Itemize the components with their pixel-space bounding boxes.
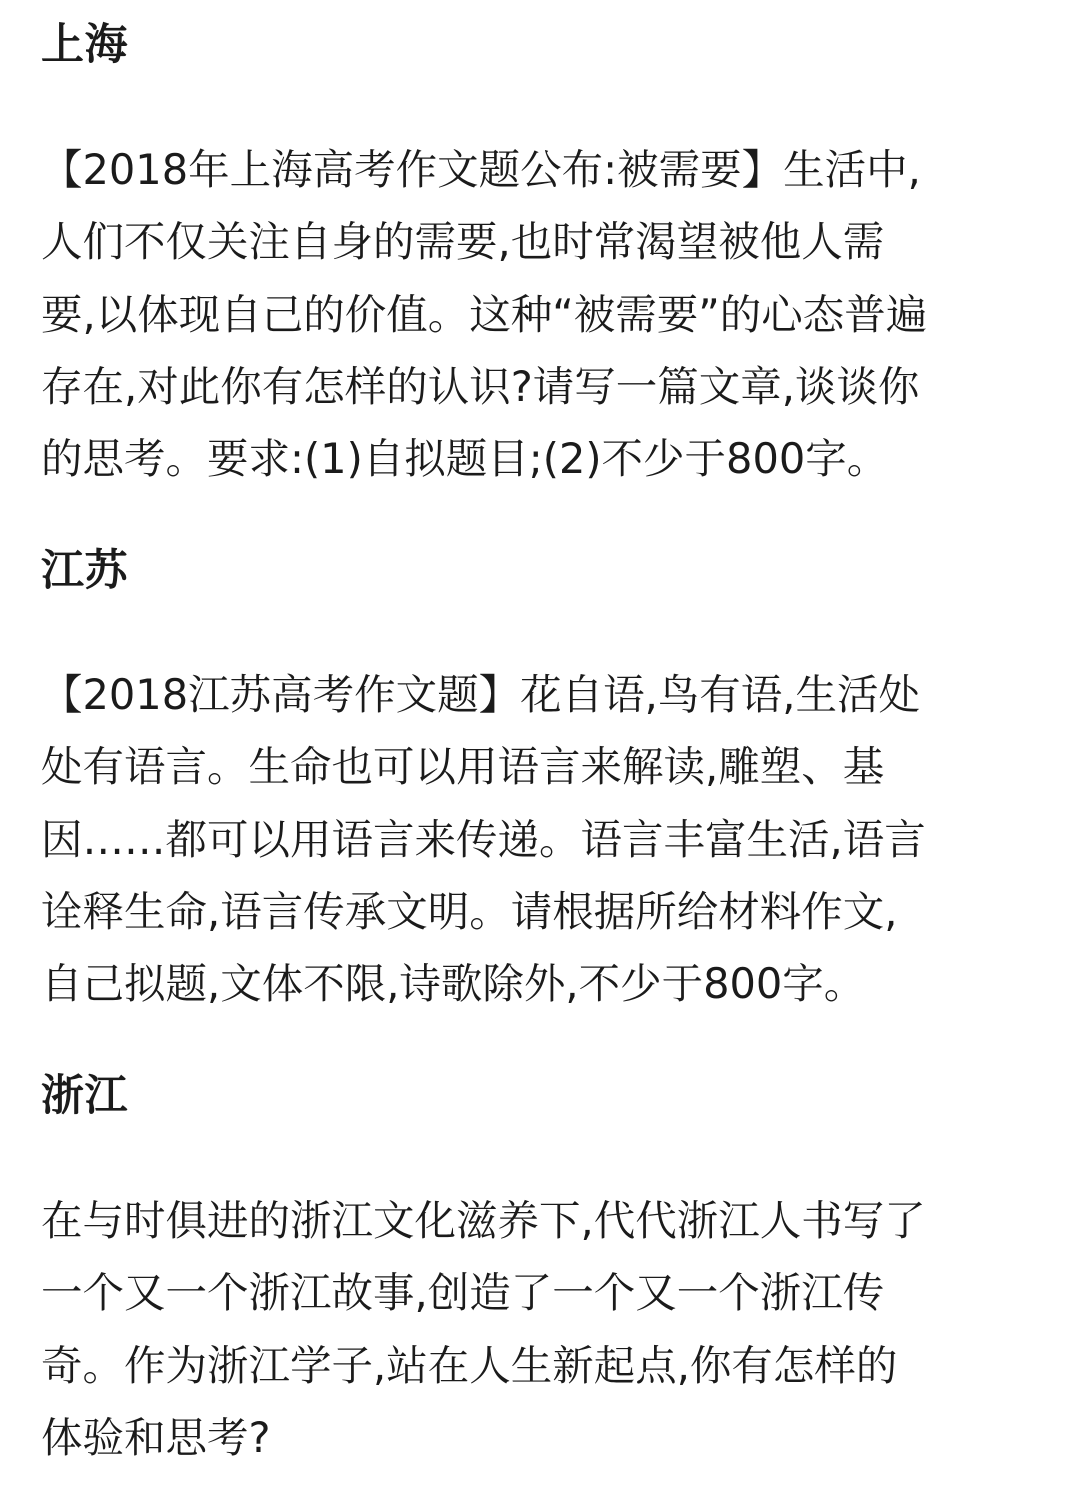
- text-line: 人们不仅关注自身的需要,也时常渴望被他人需: [41, 217, 885, 267]
- section-title-zhejiang: 浙江: [41, 1071, 128, 1121]
- section-title-shanghai: 上海: [41, 20, 128, 70]
- section-title-jiangsu: 江苏: [41, 546, 128, 596]
- text-line: 的思考。要求:(1)自拟题目;(2)不少于800字。: [41, 434, 889, 484]
- text-line: 体验和思考?: [41, 1412, 271, 1462]
- text-line: 存在,对此你有怎样的认识?请写一篇文章,谈谈你: [41, 361, 920, 411]
- text-line: 处有语言。生命也可以用语言来解读,雕塑、基: [41, 742, 885, 792]
- text-line: 【2018年上海高考作文题公布:被需要】生活中,: [41, 145, 921, 194]
- text-line: 奇。作为浙江学子,站在人生新起点,你有怎样的: [41, 1340, 898, 1390]
- text-line: 要,以体现自己的价值。这种“被需要”的心态普遍: [41, 289, 928, 339]
- essay-prompt-shanghai: [41, 134, 1041, 495]
- text-line: 因……都可以用语言来传递。语言丰富生活,语言: [41, 814, 926, 864]
- text-line: 一个又一个浙江故事,创造了一个又一个浙江传: [41, 1268, 885, 1318]
- text-line: 自己拟题,文体不限,诗歌除外,不少于800字。: [41, 959, 866, 1009]
- text-line: 诠释生命,语言传承文明。请根据所给材料作文,: [41, 886, 898, 936]
- essay-prompt-jiangsu: [41, 659, 1041, 1020]
- text-line: 【2018江苏高考作文题】花自语,鸟有语,生活处: [41, 670, 920, 719]
- essay-prompt-zhejiang: [41, 1185, 1041, 1474]
- text-line: 在与时俱进的浙江文化滋养下,代代浙江人书写了: [41, 1196, 926, 1245]
